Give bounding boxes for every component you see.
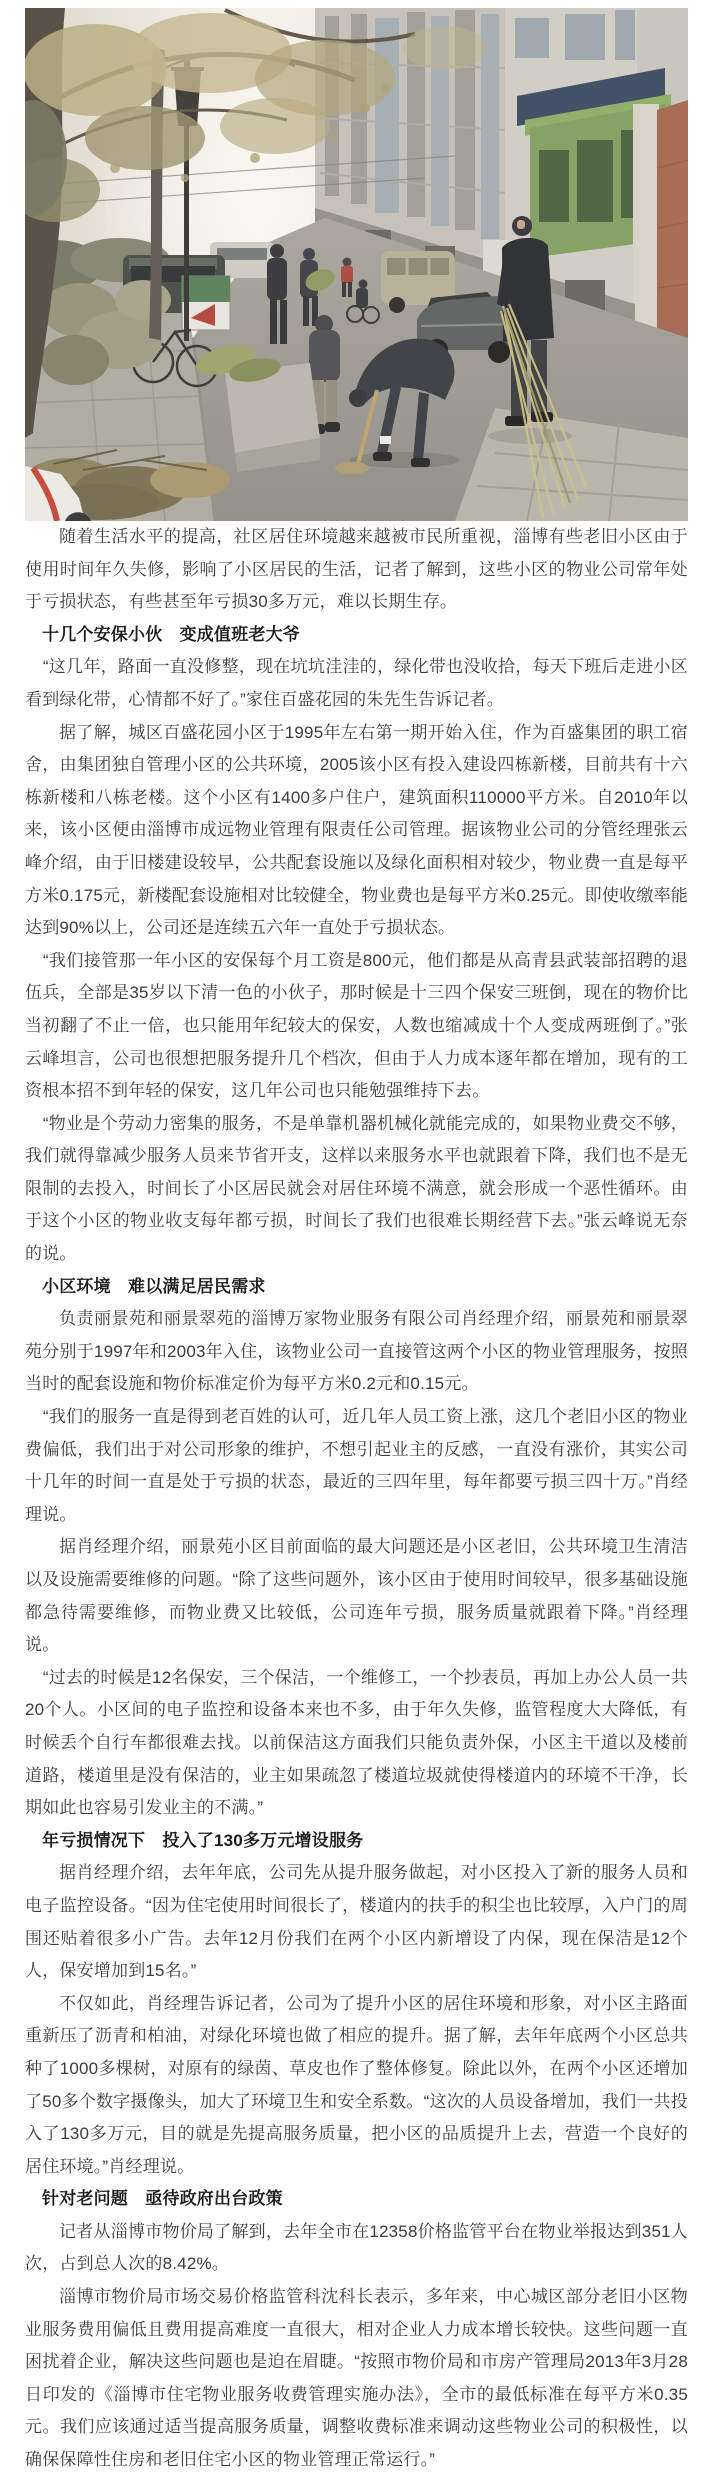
article-paragraph: “我们的服务一直是得到老百姓的认可，近几年人员工资上涨，这几个老旧小区的物业费偏低，我们出于对公司形象的维护，不想引起业主的反感，一直没有涨价，其实公司十几年的时间一直是处于亏损的状态，最近的三四年里，每年都要亏损三四十万。”肖经理说。 [25,1407,688,1524]
section-heading: 年亏损情况下 投入了130多万元增设服务 [42,1830,364,1850]
article-paragraph: 淄博市物价局市场交易价格监管科沈科长表示，多年来，中心城区部分老旧小区物业服务费用偏低且费用提高难度一直很大，相对企业人力成本增长较快。这些问题一直困扰着企业，解决这些问题也是迫在眉睫。“按照市物价局和市房产管理局2013年3月28日印发的《淄博市住宅物业服务收费管理实施办法》，全市的最低标准在每平方米0.35元。我们应该通过适当提高服务质量，调整收费标准来调动这些物业公司的积极性，以确保保障性住房和老旧住宅小区的物业管理正常运行。” [25,2287,688,2470]
section-heading: 针对老问题 亟待政府出台政策 [42,2189,283,2209]
article-paragraph: 不仅如此，肖经理告诉记者，公司为了提升小区的居住环境和形象，对小区主路面重新压了沥青和柏油，对绿化环境也做了相应的提升。据了解，去年年底两个小区总共种了1000多棵树，对原有的绿茵、草皮也作了整体修复。除此以外，在两个小区还增加了50多个数字摄像头，加大了环境卫生和安全系数。“这次的人员设备增加，我们一共投入了130多万元，目的就是先提高服务质量，把小区的品质提升上去，营造一个良好的居住环境。”肖经理说。 [25,1993,688,2176]
article-paragraph: 据了解，城区百盛花园小区于1995年左右第一期开始入住，作为百盛集团的职工宿舍，由集团独自管理小区的公共环境，2005该小区有投入建设四栋新楼，目前共有十六栋新楼和八栋老楼。这个小区有1400多户住户，建筑面积110000平方米。自2010年以来，该小区便由淄博市成远物业管理有限责任公司管理。据该物业公司的分管经理张云峰介绍，由于旧楼建设较早，公共配套设施以及绿化面积相对较少，物业费一直是每平方米0.175元，新楼配套设施相对比较健全，物业费也是每平方米0.25元。即使收缴率能达到90%以上，公司还是连续五六年一直处于亏损状态。 [25,722,688,938]
article-paragraph: 随着生活水平的提高，社区居住环境越来越被市民所重视，淄博有些老旧小区由于使用时间年久失修，影响了小区居民的生活，记者了解到，这些小区的物业公司常年处于亏损状态，有些甚至年亏损30多万元，难以长期生存。 [25,527,688,612]
article-paragraph: 据肖经理介绍，丽景苑小区目前面临的最大问题还是小区老旧，公共环境卫生清洁以及设施需要维修的问题。“除了这些问题外，该小区由于使用时间较早，很多基础设施都急待需要维修，而物业费又比较低，公司连年亏损，服务质量就跟着下降。”肖经理说。 [25,1537,688,1655]
article-paragraph: “过去的时候是12名保安，三个保洁，一个维修工，一个抄表员，再加上办公人员一共20个人。小区间的电子监控和设备本来也不多，由于年久失修，监管程度大大降低，有时候丢个自行车都很难去找。以前保洁这方面我们只能负责外保，小区主干道以及楼前道路，楼道里是没有保洁的，业主如果疏忽了楼道垃圾就使得楼道内的环境不干净，长期如此也容易引发业主的不满。” [25,1667,688,1818]
article-paragraph: “物业是个劳动力密集的服务，不是单靠机器机械化就能完成的，如果物业费交不够，我们就得靠减少服务人员来节省开支，这样以来服务水平也就跟着下降，我们也不是无限制的去投入，时间长了小区居民就会对居住环境不满意，就会形成一个恶性循环。由于这个小区的物业收支每年都亏损，时间长了我们也很难长期经营下去。”张云峰说无奈的说。 [25,1113,688,1264]
article-paragraph: 记者从淄博市物价局了解到，去年全市在12358价格监管平台在物业举报达到351人次，占到总人次的8.42%。 [25,2221,688,2274]
article-paragraph: “我们接管那一年小区的安保每个月工资是800元，他们都是从高青县武装部招聘的退伍兵，全部是35岁以下清一色的小伙子，那时候是十三四个保安三班倒，现在的物价比当初翻了不止一倍，也只能用年纪较大的保安，人数也缩减成十个人变成两班倒了。”张云峰坦言，公司也很想把服务提升几个档次，但由于人力成本逐年都在增加，现有的工资根本招不到年轻的保安，这几年公司也只能勉强维持下去。 [25,950,688,1101]
article-paragraph: 据肖经理介绍，去年年底，公司先从提升服务做起，对小区投入了新的服务人员和电子监控设备。“因为住宅使用时间很长了，楼道内的扶手的积尘也比较厚，入户门的周围还贴着很多小广告。去年12月份我们在两个小区内新增设了内保，现在保洁是12个人，保安增加到15名。” [25,1863,688,1981]
photo-scene [25,8,688,521]
article-photo [25,8,688,521]
article-paragraph: 负责丽景苑和丽景翠苑的淄博万家物业服务有限公司肖经理介绍，丽景苑和丽景翠苑分别于1997年和2003年入住，该物业公司一直接管这两个小区的物业管理服务，按照当时的配套设施和物价标准定价为每平方米0.2元和0.15元。 [25,1309,688,1394]
warm-haze-overlay [25,8,688,521]
section-heading: 十几个安保小伙 变成值班老大爷 [42,624,300,644]
article-paragraph: “这几年，路面一直没修整，现在坑坑洼洼的，绿化带也没收拾，每天下班后走进小区看到绿化带，心情都不好了。”家住百盛花园的朱先生告诉记者。 [25,657,688,709]
section-heading: 小区环境 难以满足居民需求 [42,1276,266,1296]
article-body [25,521,688,2477]
